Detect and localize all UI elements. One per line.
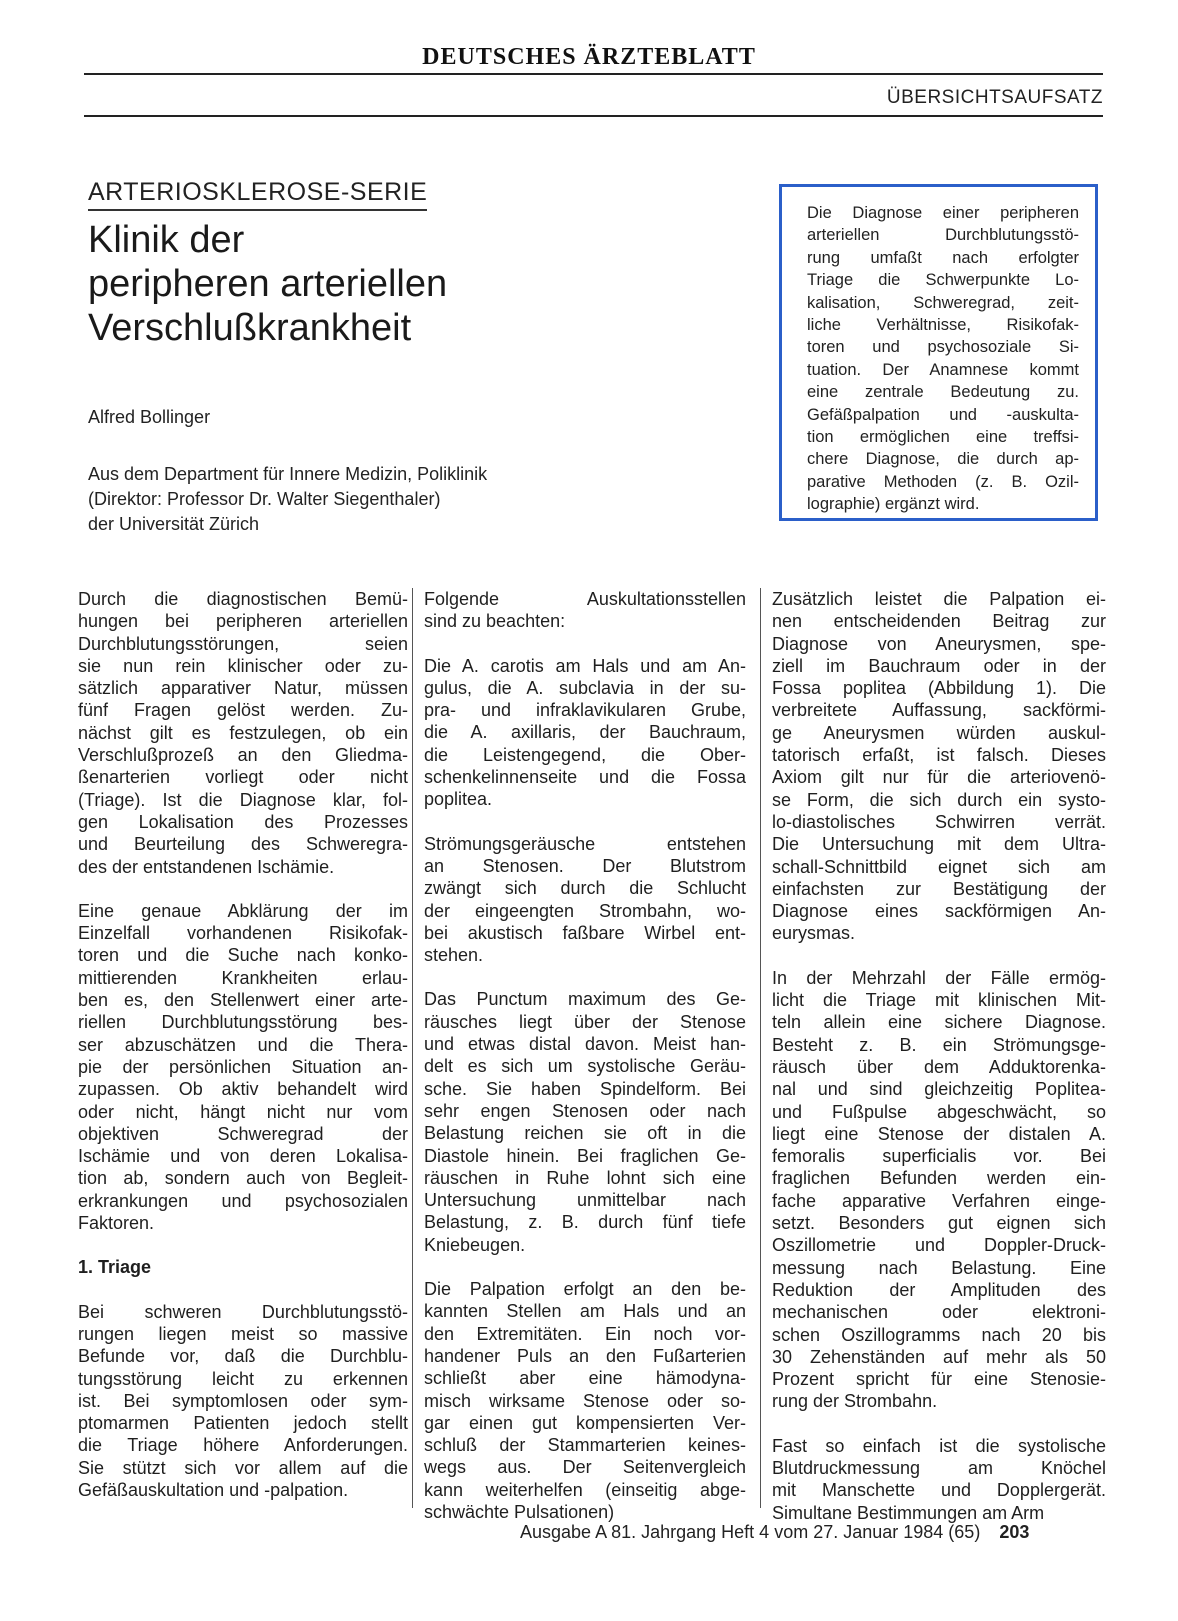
series-label: ARTERIOSKLEROSE-SERIE [88,178,427,211]
text-line: Das Punctum maximum des Ge- [424,989,746,1010]
text-line: kannten Stellen am Hals und an [424,1301,746,1322]
text-line: sie nun rein klinischer oder zu- [78,655,408,676]
affiliation-line: (Direktor: Professor Dr. Walter Siegenthaler) [88,489,441,509]
text-line: schen Oszillogramms nach 20 bis [772,1324,1106,1345]
text-line: rungen liegen meist so massive [78,1323,408,1344]
text-line: Sie stützt sich vor allem auf die [78,1457,408,1478]
author: Alfred Bollinger [88,407,211,427]
abstract-line: eine zentrale Bedeutung zu. [807,383,1079,402]
text-line: Belastung, z. B. durch fünf tiefe [424,1212,746,1233]
text-line: Strömungsgeräusche entstehen [424,833,746,854]
paragraph [424,655,746,811]
text-line: bei akustisch faßbare Wirbel ent- [424,922,746,943]
column-divider [412,588,413,1508]
text-line: teln allein eine sichere Diagnose. [772,1012,1106,1033]
text-line: ßenarterien vorliegt oder nicht [78,767,408,788]
text-line: (Triage). Ist die Diagnose klar, fol- [78,789,408,810]
text-line: setzt. Besonders gut eignen sich [772,1213,1106,1234]
paragraph [424,833,746,967]
text-line: Fast so einfach ist die systolische [772,1435,1106,1456]
text-line: räusches liegt über der Stenose [424,1011,746,1032]
text-line: Belastung reichen sie oft in die [424,1123,746,1144]
abstract-line: Gefäßpalpation und -auskulta- [807,405,1079,424]
paragraph [772,588,1106,945]
abstract-line: Triage die Schwerpunkte Lo- [807,271,1079,290]
abstract-box [779,184,1098,521]
text-line: Zusätzlich leistet die Palpation ei- [772,589,1106,609]
text-line: ziell im Bauchraum oder in der [772,655,1106,676]
text-line: Folgende Auskultationsstellen [424,589,746,609]
text-line: zwängt sich durch die Schlucht [424,878,746,899]
text-line: schließt aber eine hämodyna- [424,1368,746,1389]
text-line: Die Untersuchung mit dem Ultra- [772,834,1106,855]
text-line: delt es sich um systolische Geräu- [424,1056,746,1077]
text-line: tungsstörung leicht zu erkennen [78,1368,408,1389]
text-line: Prozent spricht für eine Stenosie- [772,1369,1106,1390]
text-line: gar einen gut kompensierten Ver- [424,1412,746,1433]
text-line: kann weiterhelfen (einseitig abge- [424,1479,746,1500]
text-line: schluß der Stammarterien keines- [424,1435,746,1456]
text-line: nächst gilt es festzulegen, ob ein [78,722,408,743]
text-line: verbreitete Auffassung, sackförmi- [772,700,1106,721]
text-line: Axiom gilt nur für die arteriovenö- [772,767,1106,788]
text-line: Gefäßauskultation und -palpation. [78,1479,349,1500]
abstract-line: tuation. Der Anamnese kommt [807,360,1079,379]
abstract-line: parative Methoden (z. B. Ozil- [807,472,1079,491]
text-line: und Fußpulse abgeschwächt, so [772,1101,1106,1122]
paragraph [78,900,408,1234]
text-line: Die A. carotis am Hals und am An- [424,655,746,676]
paragraph [78,1301,408,1502]
text-line: Verschlußprozeß an den Gliedma- [78,745,408,766]
text-line: Die Palpation erfolgt an den be- [424,1279,746,1300]
title-line: peripheren arteriellen [88,263,448,305]
text-column-2 [424,588,746,1545]
text-line: Eine genaue Abklärung der im [78,900,408,921]
text-line: schwächte Pulsationen) [424,1501,615,1522]
title-line: Verschlußkrankheit [88,307,412,349]
text-line: mechanischen oder elektroni- [772,1302,1106,1323]
text-line: tatorisch erfaßt, ist falsch. Dieses [772,745,1106,766]
text-line: Fossa poplitea (Abbildung 1). Die [772,678,1106,699]
page-footer [520,1522,1029,1543]
text-line: Kniebeugen. [424,1234,526,1255]
text-line: 30 Zehenständen auf mehr als 50 [772,1346,1106,1367]
text-line: Faktoren. [78,1213,155,1234]
text-line: riellen Durchblutungsstörung bes- [78,1012,408,1033]
paragraph [424,588,746,633]
text-line: Simultane Bestimmungen am Arm [772,1502,1045,1523]
text-line: gulus, die A. subclavia in der su- [424,677,746,698]
abstract-line: lographie) ergänzt wird. [807,495,980,514]
text-line: lo-diastolisches Schwirren verrät. [772,811,1106,832]
text-line: handener Puls an den Fußarterien [424,1345,746,1366]
title-line: Klinik der [88,219,245,261]
text-line: nen entscheidenden Beitrag zur [772,611,1106,632]
text-line: rung der Strombahn. [772,1391,938,1412]
text-line: Durch die diagnostischen Bemü- [78,589,408,609]
text-line: und Beurteilung des Schweregra- [78,834,408,855]
text-line: ptomarmen Patienten jedoch stellt [78,1413,408,1434]
text-line: Bei schweren Durchblutungsstö- [78,1301,408,1322]
abstract-line: chere Diagnose, die durch ap- [807,450,1079,469]
text-line: nal und sind gleichzeitig Poplitea- [772,1079,1106,1100]
text-line: femoralis superficialis vor. Bei [772,1146,1106,1167]
paragraph [772,967,1106,1413]
abstract-line: toren und psychosoziale Si- [807,338,1079,357]
text-line: mit Manschette und Dopplergerät. [772,1480,1106,1501]
text-line: einfachsten zur Bestätigung der [772,878,1106,899]
text-line: sche. Sie haben Spindelform. Bei [424,1078,746,1099]
abstract-line: liche Verhältnisse, Risikofak- [807,316,1079,335]
text-line: schenkelinnenseite und die Fossa [424,767,746,788]
text-line: die Leistengegend, die Ober- [424,744,746,765]
top-rule [84,73,1103,75]
text-line: räusch über dem Adduktorenka- [772,1056,1106,1077]
page-number: 203 [999,1522,1030,1542]
text-line: sind zu beachten: [424,611,566,632]
text-line: Durchblutungsstörungen, seien [78,633,408,654]
text-line: Untersuchung unmittelbar nach [424,1190,746,1211]
text-line: In der Mehrzahl der Fälle ermög- [772,967,1106,988]
text-line: Oszillometrie und Doppler-Druck- [772,1235,1106,1256]
text-line: liegt eine Stenose der distalen A. [772,1123,1106,1144]
text-line: poplitea. [424,789,493,810]
text-line: Besteht z. B. ein Strömungsge- [772,1034,1106,1055]
text-line: messung nach Belastung. Eine [772,1257,1106,1278]
text-line: und etwas distal davon. Meist han- [424,1034,746,1055]
text-line: sehr engen Stenosen oder nach [424,1100,746,1121]
text-line: stehen. [424,945,484,966]
footer-issue: Ausgabe A 81. Jahrgang Heft 4 vom 27. Januar 1984 (65) [520,1522,981,1542]
section-label: ÜBERSICHTSAUFSATZ [886,87,1103,108]
text-line: eurysmas. [772,923,856,944]
text-line: ge Aneurysmen würden auskul- [772,722,1106,743]
text-line: zupassen. Ob aktiv behandelt wird [78,1079,408,1100]
header-rule [84,115,1103,117]
text-line: pie der persönlichen Situation an- [78,1056,408,1077]
text-line: Diastole hinein. Bei fraglichen Ge- [424,1145,746,1166]
affiliation [88,462,487,537]
text-line: an Stenosen. Der Blutstrom [424,855,746,876]
abstract-line: kalisation, Schweregrad, zeit- [807,293,1079,312]
text-line: se Form, die sich durch ein systo- [772,789,1106,810]
section-heading: 1. Triage [78,1257,152,1278]
text-line: Diagnose eines sackförmigen An- [772,901,1106,922]
affiliation-line: Aus dem Department für Innere Medizin, Poliklinik [88,464,488,484]
text-line: fünf Fragen gelöst werden. Zu- [78,700,408,721]
text-line: Reduktion der Amplituden des [772,1279,1106,1300]
text-line: tion ab, sondern auch von Begleit- [78,1168,408,1189]
text-line: Blutdruckmessung am Knöchel [772,1457,1106,1478]
column-divider [760,588,761,1508]
abstract-line: Die Diagnose einer peripheren [807,204,1079,222]
text-line: pra- und infraklavikularen Grube, [424,700,746,721]
paragraph [424,1278,746,1523]
abstract-line: rung umfaßt nach erfolgter [807,248,1079,267]
text-line: sätzlich apparativer Natur, müssen [78,678,408,699]
text-column-3 [772,588,1106,1546]
text-line: wegs aus. Der Seitenvergleich [424,1457,746,1478]
text-line: der eingeengten Strombahn, wo- [424,900,746,921]
text-line: erkrankungen und psychosozialen [78,1190,408,1211]
text-line: oder nicht, hängt nicht nur vom [78,1101,408,1122]
text-line: misch wirksame Stenose oder so- [424,1390,746,1411]
text-line: die A. axillaris, der Bauchraum, [424,722,746,743]
text-line: Ischämie und von deren Lokalisa- [78,1146,408,1167]
text-line: fache apparative Verfahren einge- [772,1190,1106,1211]
text-line: mittierenden Krankheiten erlau- [78,967,408,988]
text-line: Einzelfall vorhandenen Risikofak- [78,923,408,944]
abstract-line: arteriellen Durchblutungsstö- [807,226,1079,245]
paragraph [78,588,408,878]
paragraph [772,1435,1106,1524]
text-line: des der entstandenen Ischämie. [78,856,335,877]
masthead: DEUTSCHES ÄRZTEBLATT [422,44,756,70]
text-line: licht die Triage mit klinischen Mit- [772,990,1106,1011]
text-line: schall-Schnittbild eignet sich am [772,856,1106,877]
text-line: hungen bei peripheren arteriellen [78,611,408,632]
abstract-line: tion ermöglichen eine treffsi- [807,428,1079,447]
text-line: Diagnose von Aneurysmen, spe- [772,633,1106,654]
article-title [88,218,708,350]
text-line: ser abzuschätzen und die Thera- [78,1034,408,1055]
text-line: fraglichen Befunden werden ein- [772,1168,1106,1189]
text-column-1 [78,588,408,1523]
text-line: den Extremitäten. Ein noch vor- [424,1323,746,1344]
paragraph [424,988,746,1256]
text-line: ben es, den Stellenwert einer arte- [78,990,408,1011]
text-line: gen Lokalisation des Prozesses [78,811,408,832]
text-line: ist. Bei symptomlosen oder sym- [78,1390,408,1411]
text-line: räuschen in Ruhe lohnt sich eine [424,1167,746,1188]
affiliation-line: der Universität Zürich [88,514,260,534]
text-line: die Triage höhere Anforderungen. [78,1435,408,1456]
text-line: objektiven Schweregrad der [78,1123,408,1144]
text-line: Befunde vor, daß die Durchblu- [78,1346,408,1367]
text-line: toren und die Suche nach konko- [78,945,408,966]
